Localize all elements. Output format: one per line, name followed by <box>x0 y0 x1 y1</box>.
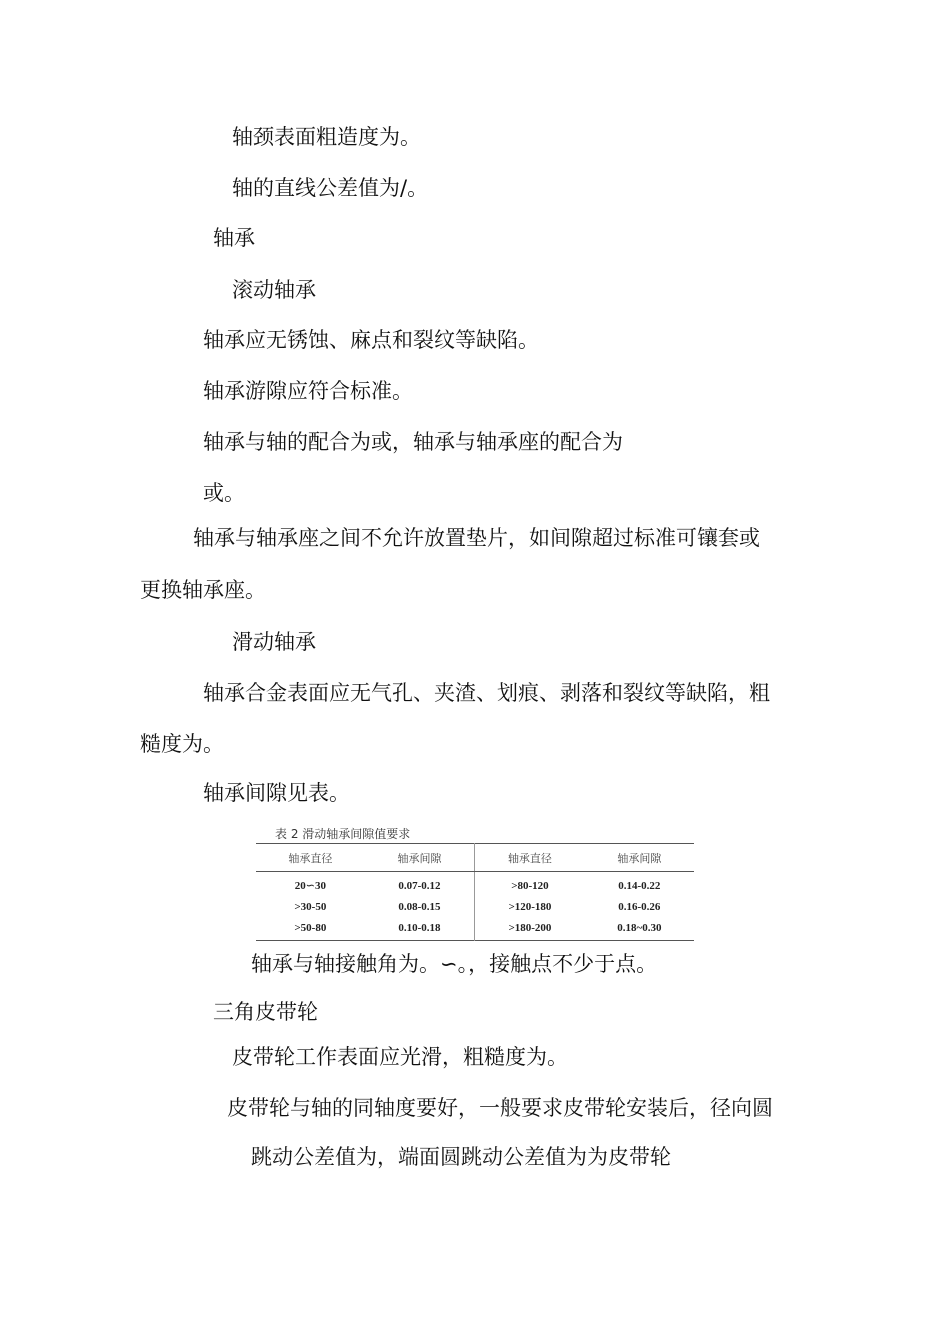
table-header-cell: 轴承直径 <box>475 844 585 872</box>
table-caption: 表 2 滑动轴承间隙值要求 <box>275 827 411 841</box>
text-line: 轴承游隙应符合标准。 <box>203 379 413 403</box>
table-cell: 20∽30 <box>294 880 326 892</box>
text-line: 轴承与轴接触角为。∽。，接触点不少于点。 <box>251 952 658 976</box>
text-line: 跳动公差值为，端面圆跳动公差值为为皮带轮 <box>251 1145 671 1169</box>
table-cell: 0.08-0.15 <box>398 900 441 913</box>
table-header-cell: 轴承间隙 <box>585 844 694 872</box>
table-header-cell: 轴承直径 <box>256 844 365 872</box>
table-cell: >120-180 <box>475 896 585 917</box>
table-cell: 0.16-0.26 <box>618 900 661 913</box>
table-cell: >30-50 <box>294 900 327 913</box>
table-cell: 0.10-0.18 <box>398 921 441 934</box>
bearing-clearance-table <box>256 843 694 941</box>
table-cell: 0.07-0.12 <box>398 879 441 892</box>
text-line: 轴承合金表面应无气孔、夹渣、划痕、剥落和裂纹等缺陷，粗 <box>203 681 770 705</box>
section-heading: 三角皮带轮 <box>213 1000 318 1024</box>
subsection-heading: 滑动轴承 <box>232 630 316 654</box>
text-line: 轴颈表面粗造度为。 <box>232 125 421 149</box>
table-cell: >180-200 <box>475 917 585 941</box>
text-line: 皮带轮工作表面应光滑，粗糙度为。 <box>232 1045 568 1069</box>
text-line: 或。 <box>203 481 245 505</box>
text-line: 轴承与轴承座之间不允许放置垫片，如间隙超过标准可镶套或 <box>193 526 760 550</box>
text-line: 轴承间隙见表。 <box>203 781 350 805</box>
table-cell: 0.18~0.30 <box>617 921 662 934</box>
table-row <box>256 872 694 897</box>
text-line: 更换轴承座。 <box>140 578 266 602</box>
table-cell: 0.14-0.22 <box>618 879 661 892</box>
section-heading: 轴承 <box>213 226 255 250</box>
text-line: 轴承与轴的配合为或，轴承与轴承座的配合为 <box>203 430 623 454</box>
text-line: 轴承应无锈蚀、麻点和裂纹等缺陷。 <box>203 328 539 352</box>
text-line: 轴的直线公差值为/。 <box>232 176 429 200</box>
subsection-heading: 滚动轴承 <box>232 278 316 302</box>
text-line: 糙度为。 <box>140 732 224 756</box>
text-line: 皮带轮与轴的同轴度要好，一般要求皮带轮安装后，径向圆 <box>227 1096 773 1120</box>
table-row <box>256 896 694 917</box>
table-header-cell: 轴承间隙 <box>365 844 475 872</box>
table-row <box>256 917 694 941</box>
table-header-row <box>256 844 694 872</box>
table-cell: >50-80 <box>294 921 327 934</box>
table-cell: >80-120 <box>475 872 585 897</box>
